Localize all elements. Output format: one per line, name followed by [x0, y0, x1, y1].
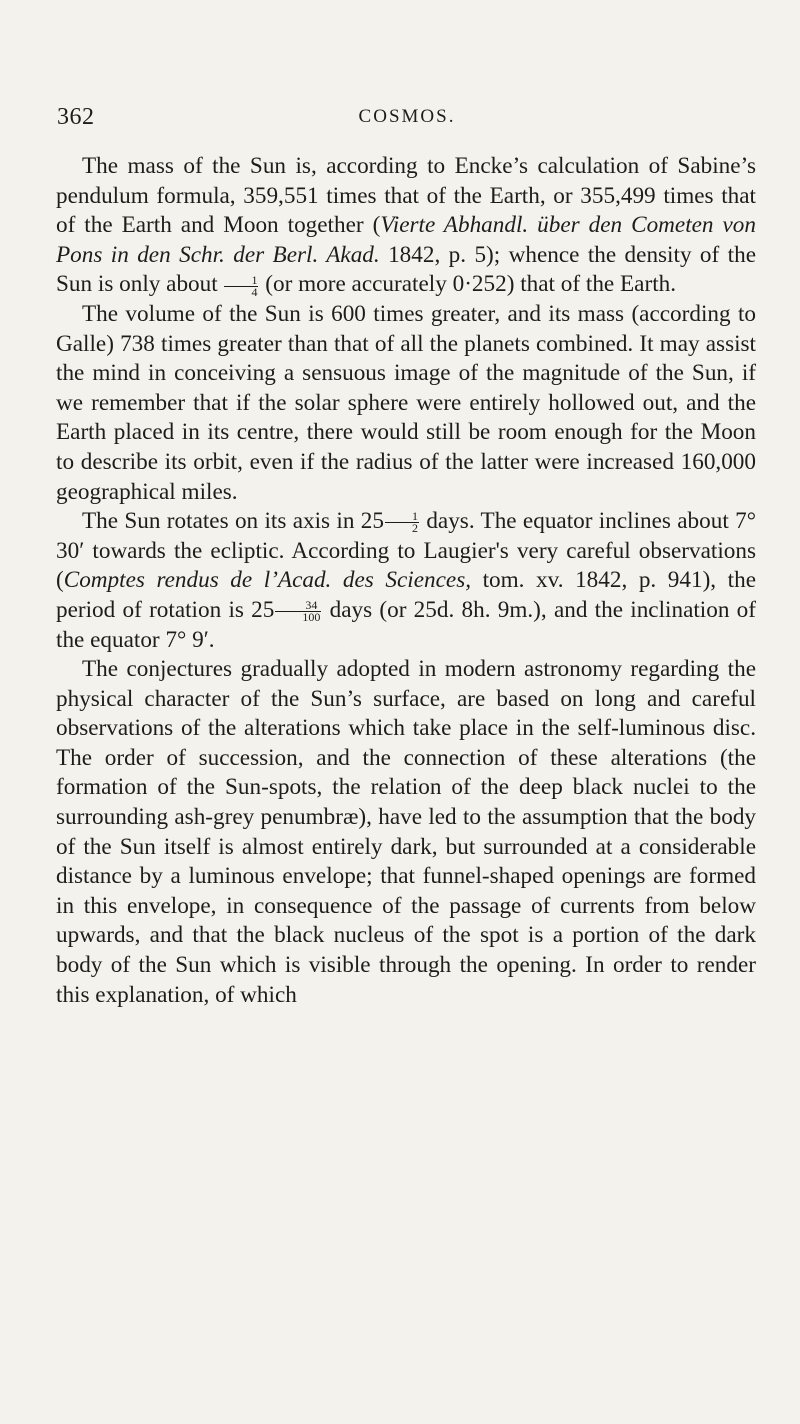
fraction-numerator: 1 — [385, 511, 419, 523]
text-run: tom. xv. 1842, p. 941), the period of rotation is 25 — [56, 567, 756, 623]
citation-italic: Vierte Abhandl. über den Cometen von Pons in den Schr. der Berl. Akad. — [56, 212, 756, 268]
page-number: 362 — [57, 104, 95, 130]
text-run: The Sun rotates on its axis in 25 — [82, 508, 384, 535]
text-run: days. The equator inclines about 7° 30′ towards the ecliptic. According to Laugier's very careful observations ( — [56, 508, 756, 594]
paragraph-sun-volume: The volume of the Sun is 600 times greater, and its mass (according to Galle) 738 times greater than that of all the planets combined. It may assist the mind in conceiving a sensuous image of the magnitude of the Sun, if we remember that if the solar sphere were entirely hollowed out, and the Earth placed in its centre, there would still be room enough for the Moon to describe its orbit, even if the radius of the latter were increased 160,000 geographical miles. — [56, 300, 756, 505]
paragraph-sun-rotation — [56, 507, 756, 655]
text-run: days (or 25d. 8h. 9m.), and the inclination of the equator 7° 9′. — [56, 596, 757, 653]
fraction-denominator: 2 — [411, 521, 418, 536]
fraction — [224, 272, 258, 299]
body-text — [56, 152, 756, 1010]
fraction-numerator: 1 — [224, 275, 258, 287]
fraction-numerator: 34 — [275, 600, 321, 612]
page-header — [57, 104, 757, 136]
fraction-denominator: 100 — [302, 610, 321, 625]
running-title: COSMOS. — [358, 106, 456, 127]
paragraph-sun-surface: The conjectures gradually adopted in modern astronomy regarding the physical character of the Sun’s surface, are based on long and careful observations of the alterations which take place in the self-luminous disc. The order of succession, and the connection of these alterations (the formation of the Sun-spots, the relation of the deep black nuclei to the surrounding ash-grey penumbræ), have led to the assumption that the body of the Sun itself is almost entirely dark, but surrounded at a considerable distance by a luminous envelope; that funnel-shaped openings are formed in this envelope, in consequence of the passage of currents from below upwards, and that the black nucleus of the spot is a portion of the dark body of the Sun which is visible through the opening. In order to render this explanation, of which — [56, 656, 756, 1008]
text-run: (or more accurately 0·252) that of the Earth. — [259, 271, 677, 298]
citation-italic: Comptes rendus de l’Acad. des Sciences, — [63, 567, 472, 594]
text-run: The mass of the Sun is, according to Encke’s calculation of Sabine’s pendulum formula, 359,551 times that of the Earth, or 355,499 times that of the Earth and Moon together ( — [56, 153, 756, 239]
text-run: 1842, p. 5); whence the density of the Sun is only about — [56, 241, 756, 298]
paragraph-sun-mass — [56, 152, 756, 300]
fraction — [385, 511, 419, 534]
fraction-denominator: 4 — [251, 284, 258, 299]
fraction — [275, 600, 321, 623]
